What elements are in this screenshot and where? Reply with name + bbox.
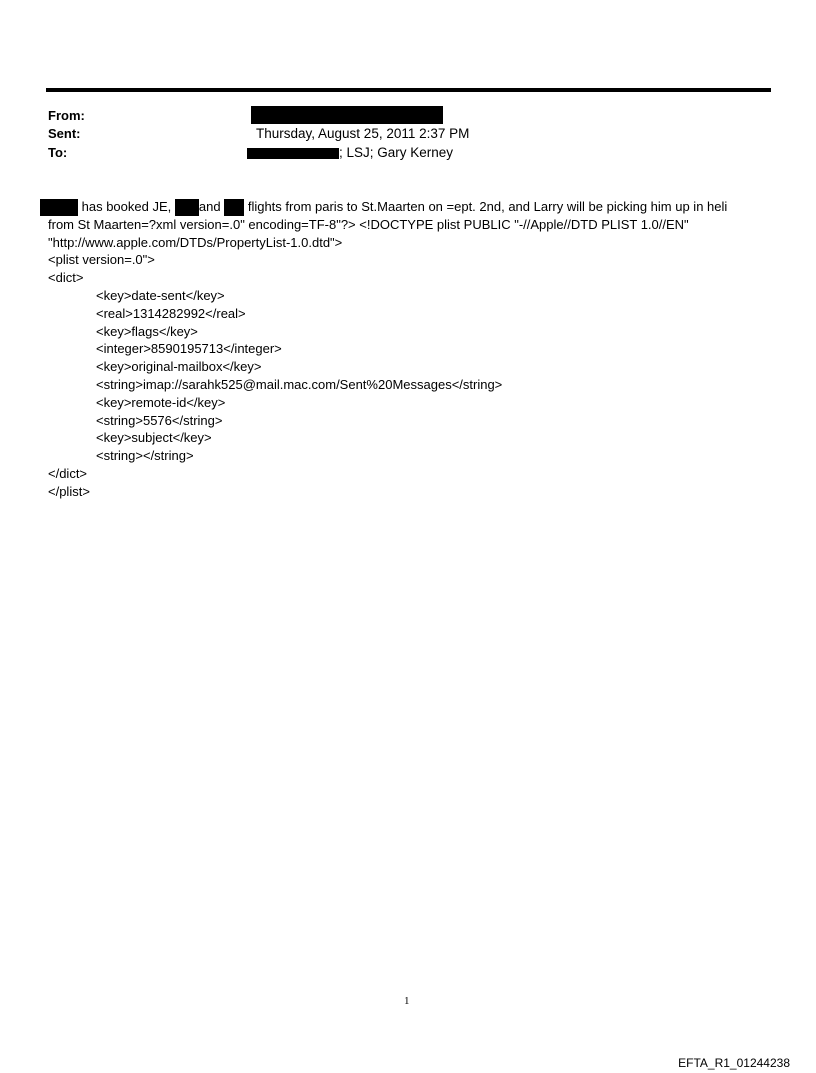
plist-line: <string></string> [96, 448, 194, 464]
bates-number: EFTA_R1_01244238 [678, 1056, 790, 1070]
plist-line: <string>5576</string> [96, 412, 223, 428]
to-value [247, 145, 453, 160]
plist-line: <key>remote-id</key> [96, 394, 226, 410]
body-line-1 [48, 198, 778, 216]
redaction-to [247, 148, 339, 159]
body-line-3: "http://www.apple.com/DTDs/PropertyList-1.0.dtd"> [48, 234, 343, 250]
page-number: 1 [404, 995, 410, 1007]
close-plist-line: </plist> [48, 483, 90, 499]
sent-label: Sent: [48, 126, 81, 141]
plist-line: <key>subject</key> [96, 430, 212, 446]
header-rule [46, 88, 771, 92]
body-line-1-part3: flights from paris to St.Maarten on =ept. 2nd, and Larry will be picking him up in heli [247, 199, 728, 214]
body-line-5: <dict> [48, 270, 84, 286]
close-dict-line: </dict> [48, 465, 88, 481]
to-value-text: ; LSJ; Gary Kerney [339, 145, 454, 160]
plist-line: <string>imap://sarahk525@mail.mac.com/Sent%20Messages</string> [96, 376, 503, 392]
from-label: From: [48, 108, 85, 123]
body-line-1-part2: and [198, 199, 221, 214]
redaction-from [251, 106, 443, 124]
redaction-name-1 [40, 199, 78, 216]
plist-line: <key>date-sent</key> [96, 287, 225, 303]
plist-line: <key>original-mailbox</key> [96, 359, 262, 375]
redaction-name-3 [224, 199, 244, 216]
body-line-1-part1: has booked JE, [81, 199, 172, 214]
plist-line: <real>1314282992</real> [96, 305, 246, 321]
body-line-2: from St Maarten=?xml version=.0" encoding=TF-8"?> <!DOCTYPE plist PUBLIC "-//Apple//DTD PLIST 1.0//EN" [48, 216, 689, 232]
plist-line: <key>flags</key> [96, 323, 198, 339]
to-label: To: [48, 145, 68, 160]
sent-value: Thursday, August 25, 2011 2:37 PM [256, 126, 470, 141]
plist-line: <integer>8590195713</integer> [96, 341, 282, 357]
message-body [48, 198, 778, 501]
body-line-4: <plist version=.0"> [48, 252, 155, 268]
redaction-name-2 [175, 199, 199, 216]
